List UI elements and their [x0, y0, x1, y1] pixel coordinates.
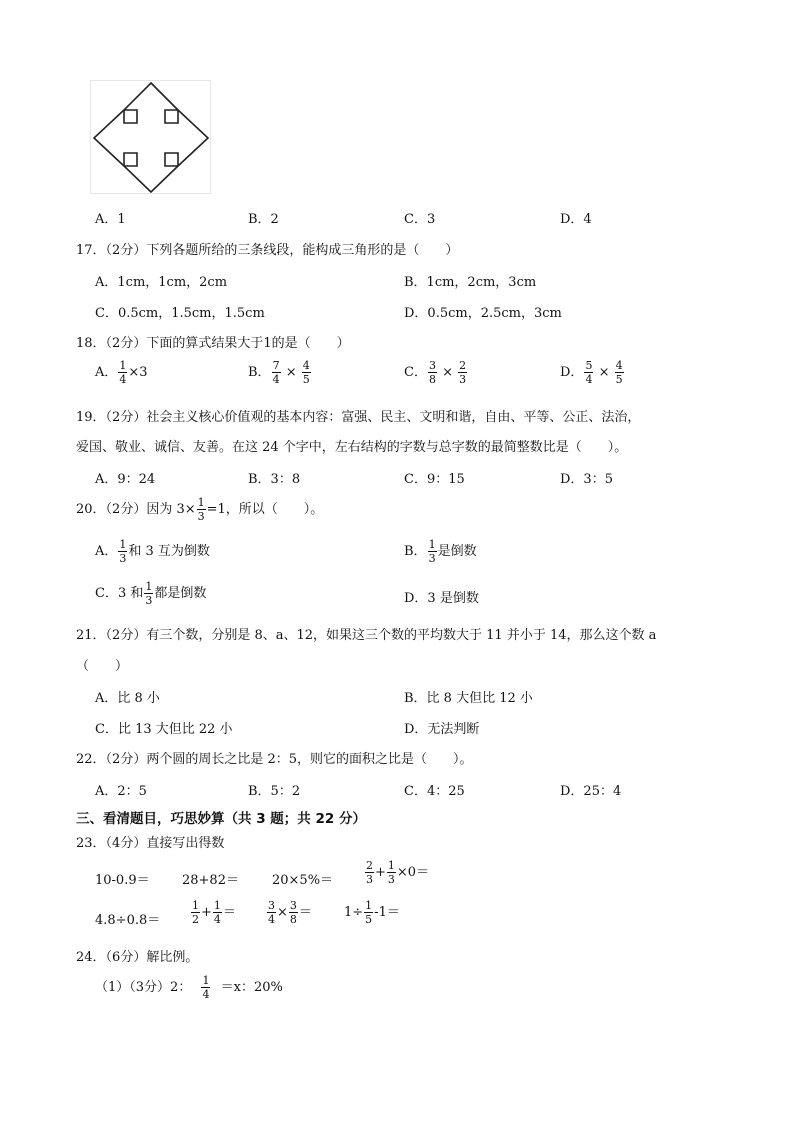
- q19-option-c[interactable]: C．9：15: [404, 472, 465, 487]
- q22-option-b[interactable]: B．5：2: [248, 784, 301, 799]
- q22-option-d[interactable]: D．25：4: [560, 784, 622, 799]
- fraction: $\frac{1}{3}$: [387, 859, 395, 886]
- q19-stem-line1: 19．（2分）社会主义核心价值观的基本内容：富强、民主、文明和谐，自由、平等、公正、法治，: [76, 410, 641, 425]
- q23-expr-7: $\frac{3}{4}$ × $\frac{3}{8}$ ＝: [268, 899, 312, 926]
- q23-expr-5: 4.8÷0.8＝: [95, 913, 161, 928]
- fraction: $\frac{4}{5}$: [302, 359, 310, 386]
- q16-option-d[interactable]: D．4: [560, 212, 592, 227]
- q20-stem: 20．（2分）因为 3× $\frac{1}{3}$ =1，所以（ ）。: [76, 496, 324, 523]
- q23-stem: 23．（4分）直接写出得数: [76, 836, 225, 851]
- q18-option-c[interactable]: C． $\frac{3}{8}$ × $\frac{2}{3}$: [404, 359, 467, 386]
- section-3-heading: 三、看清题目，巧思妙算（共 3 题；共 22 分）: [76, 811, 366, 827]
- fraction: $\frac{1}{4}$: [119, 359, 127, 386]
- q19-stem-line2: 爱国、敬业、诚信、友善。在这 24 个字中，左右结构的字数与总字数的最简整数比是（ ）。: [76, 440, 628, 455]
- q17-stem: 17．（2分）下列各题所给的三条线段，能构成三角形的是（ ）: [76, 243, 459, 258]
- q22-stem: 22．（2分）两个圆的周长之比是 2：5，则它的面积之比是（ ）。: [76, 752, 473, 767]
- q21-option-b[interactable]: B．比 8 大但比 12 小: [404, 691, 533, 706]
- q21-option-c[interactable]: C．比 13 大但比 22 小: [95, 722, 233, 737]
- q18-stem: 18．（2分）下面的算式结果大于1的是（ ）: [76, 336, 350, 351]
- fraction: $\frac{1}{3}$: [428, 538, 436, 565]
- q21-stem-line2: （ ）: [76, 659, 129, 674]
- q18-option-b[interactable]: B． $\frac{7}{4}$ × $\frac{4}{5}$: [248, 359, 310, 386]
- fraction: $\frac{1}{5}$: [365, 899, 373, 926]
- fraction: $\frac{2}{3}$: [459, 359, 467, 386]
- fraction: $\frac{1}{4}$: [213, 899, 221, 926]
- q20-option-a[interactable]: A． $\frac{1}{3}$ 和 3 互为倒数: [95, 538, 210, 565]
- q17-option-a[interactable]: A．1cm，1cm，2cm: [95, 275, 228, 290]
- fraction: $\frac{3}{8}$: [428, 359, 436, 386]
- q20-option-d[interactable]: D．3 是倒数: [404, 591, 479, 606]
- q17-option-d[interactable]: D．0.5cm，2.5cm，3cm: [404, 306, 562, 321]
- q21-option-d[interactable]: D．无法判断: [404, 722, 480, 737]
- q23-expr-8: 1÷ $\frac{1}{5}$ -1＝: [344, 899, 400, 926]
- q19-option-a[interactable]: A．9：24: [95, 472, 156, 487]
- q23-expr-2: 28+82＝: [182, 873, 239, 888]
- q16-option-c[interactable]: C．3: [404, 212, 436, 227]
- q22-option-a[interactable]: A．2：5: [95, 784, 147, 799]
- q16-option-a[interactable]: A．1: [95, 212, 126, 227]
- q21-option-a[interactable]: A．比 8 小: [95, 691, 160, 706]
- q21-stem-line1: 21．（2分）有三个数，分别是 8、a、12，如果这三个数的平均数大于 11 并小于 14，那么这个数 a: [76, 628, 657, 643]
- q20-option-b[interactable]: B． $\frac{1}{3}$ 是倒数: [404, 538, 477, 565]
- q16-option-b[interactable]: B．2: [248, 212, 279, 227]
- fraction: $\frac{1}{2}$: [192, 899, 199, 926]
- fraction: $\frac{4}{5}$: [615, 359, 623, 386]
- q22-option-c[interactable]: C．4：25: [404, 784, 465, 799]
- q24-stem: 24．（6分）解比例。: [76, 950, 199, 965]
- q20-option-c[interactable]: C．3 和 $\frac{1}{3}$ 都是倒数: [95, 580, 207, 607]
- fraction: $\frac{3}{4}$: [268, 899, 275, 926]
- fraction: $\frac{1}{3}$: [119, 538, 127, 565]
- q23-expr-4: $\frac{2}{3}$ + $\frac{1}{3}$ ×0＝: [366, 859, 430, 886]
- fraction: $\frac{5}{4}$: [585, 359, 593, 386]
- q24-part-1: （1）（3分）2： $\frac{1}{4}$ ＝x：20%: [95, 974, 283, 1001]
- q19-option-d[interactable]: D．3：5: [560, 472, 613, 487]
- four-arrow-figure: [90, 80, 212, 195]
- q17-option-b[interactable]: B．1cm，2cm，3cm: [404, 275, 537, 290]
- fraction: $\frac{1}{4}$: [202, 974, 210, 1001]
- fraction: $\frac{1}{3}$: [145, 580, 153, 607]
- q18-option-a[interactable]: A． $\frac{1}{4}$ ×3: [95, 359, 148, 386]
- fraction: $\frac{7}{4}$: [272, 359, 280, 386]
- q19-option-b[interactable]: B．3：8: [248, 472, 301, 487]
- q17-option-c[interactable]: C．0.5cm，1.5cm，1.5cm: [95, 306, 265, 321]
- q23-expr-1: 10-0.9＝: [95, 873, 150, 888]
- q23-expr-3: 20×5%＝: [272, 873, 334, 888]
- fraction: $\frac{3}{8}$: [289, 899, 297, 926]
- q23-expr-6: $\frac{1}{2}$ + $\frac{1}{4}$ ＝: [192, 899, 236, 926]
- fraction: $\frac{1}{3}$: [197, 496, 205, 523]
- q18-option-d[interactable]: D． $\frac{5}{4}$ × $\frac{4}{5}$: [560, 359, 623, 386]
- fraction: $\frac{2}{3}$: [366, 859, 373, 886]
